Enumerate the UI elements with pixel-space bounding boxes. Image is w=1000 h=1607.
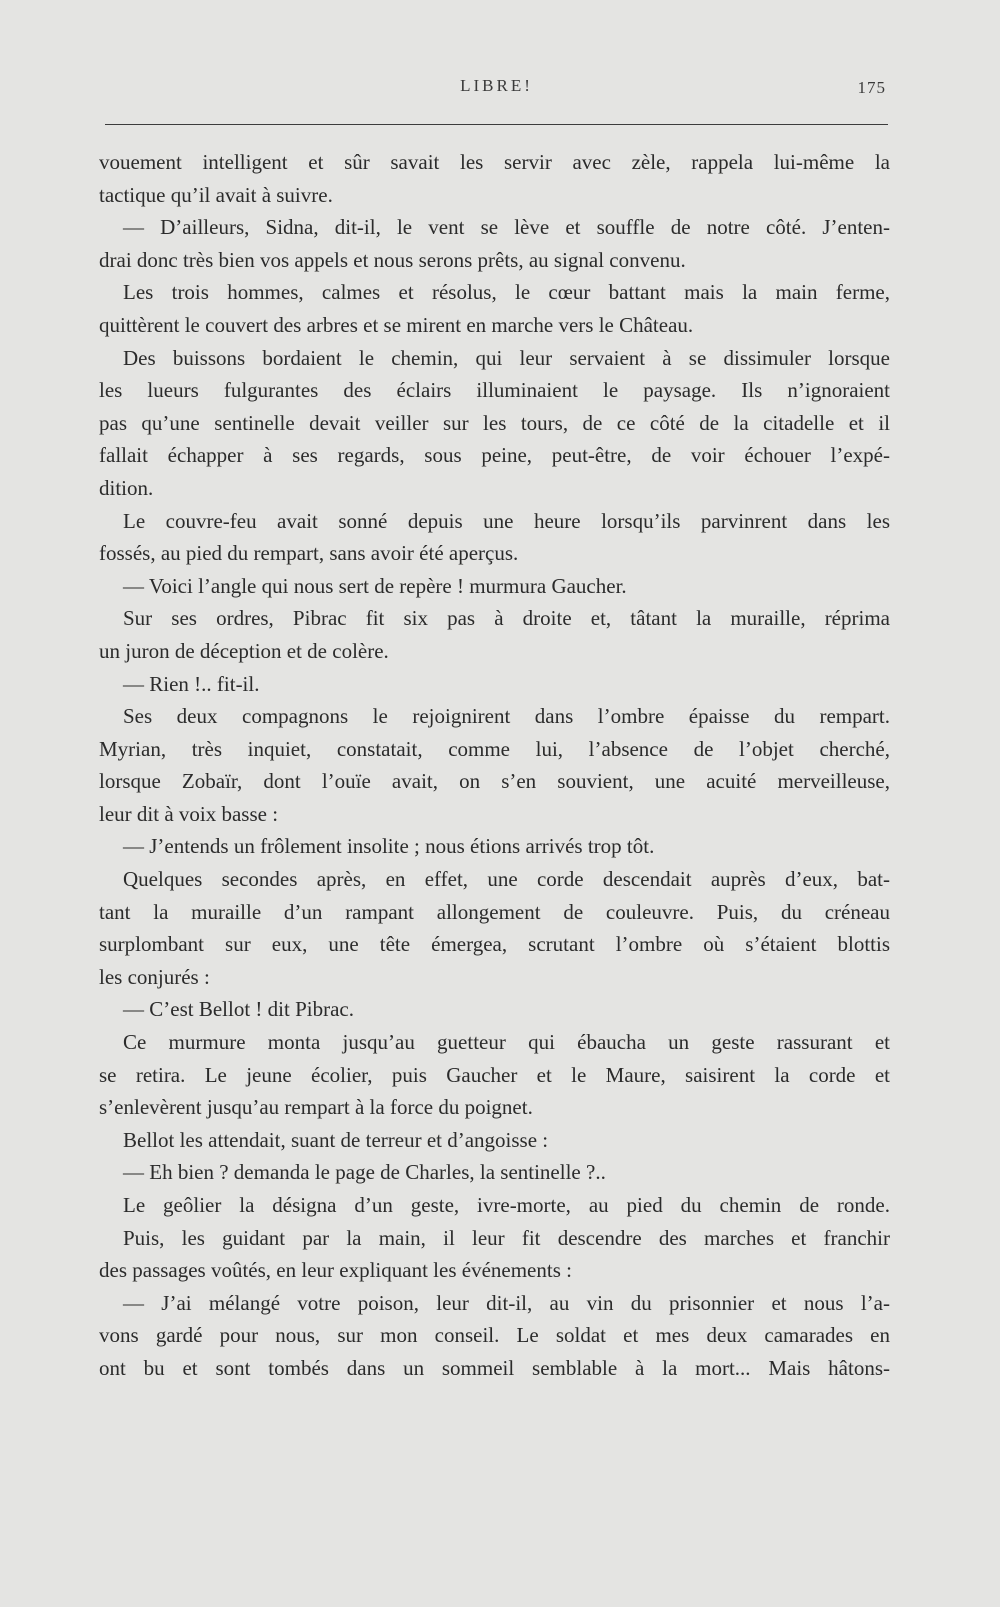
text-line: — D’ailleurs, Sidna, dit-il, le vent se lève et souffle de notre côté. J’enten- <box>123 215 890 240</box>
text-line: — Eh bien ? demanda le page de Charles, la sentinelle ?.. <box>123 1160 606 1185</box>
text-line: les conjurés : <box>99 964 210 989</box>
running-title: LIBRE! <box>460 76 533 95</box>
text-line: — C’est Bellot ! dit Pibrac. <box>123 997 354 1022</box>
text-line: un juron de déception et de colère. <box>99 638 389 663</box>
text-line: Ce murmure monta jusqu’au guetteur qui ébaucha un geste rassurant et <box>123 1030 890 1055</box>
text-line: Quelques secondes après, en effet, une corde descendait auprès d’eux, bat- <box>123 867 890 892</box>
text-line: dition. <box>99 475 154 500</box>
text-line: fossés, au pied du rempart, sans avoir été aperçus. <box>99 541 519 566</box>
text-line: Puis, les guidant par la main, il leur fit descendre des marches et franchir <box>123 1225 890 1250</box>
text-line: — J’ai mélangé votre poison, leur dit-il, au vin du prisonnier et nous l’a- <box>123 1290 890 1315</box>
text-line: — Voici l’angle qui nous sert de repère ! murmura Gaucher. <box>123 573 627 598</box>
text-line: Les trois hommes, calmes et résolus, le cœur battant mais la main ferme, <box>123 280 890 305</box>
body-text <box>99 146 890 1385</box>
text-line: Myrian, très inquiet, constatait, comme lui, l’absence de l’objet cherché, <box>99 736 890 761</box>
text-line: quittèrent le couvert des arbres et se mirent en marche vers le Château. <box>99 312 694 337</box>
text-line: Le couvre-feu avait sonné depuis une heure lorsqu’ils parvinrent dans les <box>123 508 890 533</box>
text-line: Ses deux compagnons le rejoignirent dans l’ombre épaisse du rempart. <box>123 704 890 729</box>
running-head <box>105 76 888 102</box>
text-line: les lueurs fulgurantes des éclairs illuminaient le paysage. Ils n’ignoraient <box>99 378 890 403</box>
text-line: leur dit à voix basse : <box>99 801 279 826</box>
text-line: des passages voûtés, en leur expliquant les événements : <box>99 1258 572 1283</box>
text-line: tant la muraille d’un rampant allongement de couleuvre. Puis, du créneau <box>99 899 890 924</box>
text-line: — J’entends un frôlement insolite ; nous étions arrivés trop tôt. <box>123 834 655 859</box>
text-line: pas qu’une sentinelle devait veiller sur les tours, de ce côté de la citadelle et il <box>99 410 890 435</box>
text-line: Des buissons bordaient le chemin, qui leur servaient à se dissimuler lorsque <box>123 345 890 370</box>
text-line: s’enlevèrent jusqu’au rempart à la force du poignet. <box>99 1095 533 1120</box>
text-line: se retira. Le jeune écolier, puis Gaucher et le Maure, saisirent la corde et <box>99 1062 890 1087</box>
text-line: drai donc très bien vos appels et nous serons prêts, au signal convenu. <box>99 247 686 272</box>
text-line: tactique qu’il avait à suivre. <box>99 182 333 207</box>
text-line: ont bu et sont tombés dans un sommeil semblable à la mort... Mais hâtons- <box>99 1355 890 1380</box>
text-line: Bellot les attendait, suant de terreur et d’angoisse : <box>123 1127 549 1152</box>
text-line: — Rien !.. fit-il. <box>123 671 260 696</box>
header-rule <box>105 124 888 125</box>
text-line: surplombant sur eux, une tête émergea, scrutant l’ombre où s’étaient blottis <box>99 932 890 957</box>
page-number: 175 <box>857 78 886 97</box>
text-line: fallait échapper à ses regards, sous peine, peut-être, de voir échouer l’expé- <box>99 443 890 468</box>
text-line: vouement intelligent et sûr savait les servir avec zèle, rappela lui-même la <box>99 150 890 174</box>
text-line: Sur ses ordres, Pibrac fit six pas à droite et, tâtant la muraille, réprima <box>123 606 890 631</box>
text-line: lorsque Zobaïr, dont l’ouïe avait, on s’en souvient, une acuité merveilleuse, <box>99 769 890 794</box>
text-line: vons gardé pour nous, sur mon conseil. Le soldat et mes deux camarades en <box>99 1323 890 1348</box>
text-line: Le geôlier la désigna d’un geste, ivre-morte, au pied du chemin de ronde. <box>123 1193 890 1217</box>
